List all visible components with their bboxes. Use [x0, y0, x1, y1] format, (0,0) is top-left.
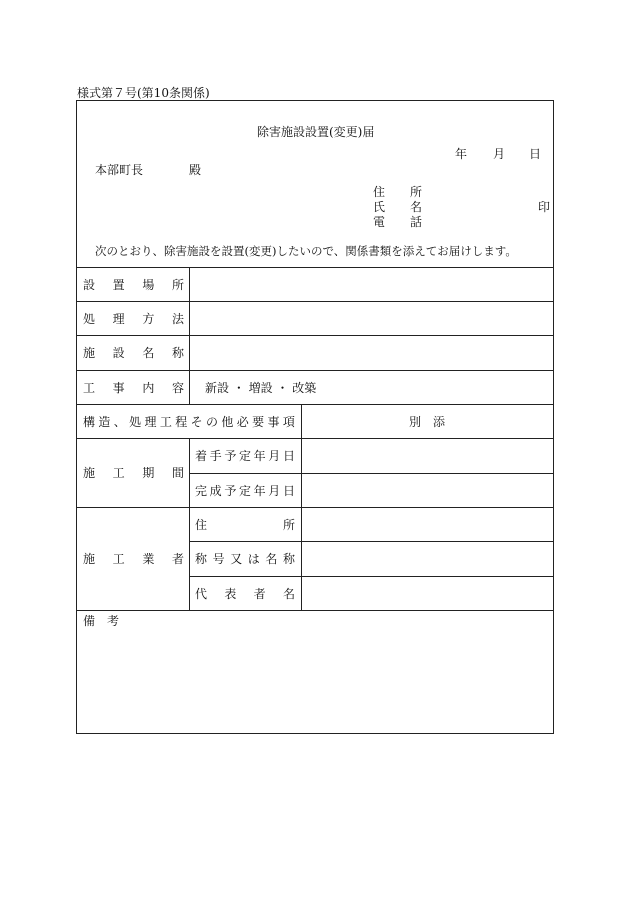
label-text: 称 号 又 は 名 称 — [195, 552, 295, 566]
structure-label — [83, 404, 295, 438]
contractor-name-field[interactable] — [302, 542, 553, 576]
method-label — [83, 301, 184, 335]
label-text: 住 所 — [195, 517, 295, 532]
remarks-label: 備考 — [83, 614, 132, 628]
label-text: 着 手 予 定 年 月 日 — [195, 449, 295, 463]
construction-content-label — [83, 370, 184, 404]
applicant-address-label-a: 住 — [373, 185, 386, 199]
start-date-label — [195, 438, 295, 473]
label-text: 完 成 予 定 年 月 日 — [195, 483, 295, 498]
honorific: 殿 — [189, 163, 202, 177]
start-date-field[interactable] — [302, 439, 553, 473]
facility-name-field[interactable] — [190, 336, 553, 370]
form-number: 様式第７号(第10条関係) — [77, 86, 210, 100]
seal-mark: 印 — [538, 200, 551, 214]
label-text: 工 事 内 容 — [83, 380, 184, 395]
contractor-address-field[interactable] — [302, 508, 553, 541]
facility-name-label — [83, 335, 184, 370]
remarks-field[interactable] — [78, 631, 553, 731]
label-text: 施 工 業 者 — [83, 552, 184, 566]
date-month-label: 月 — [493, 147, 506, 161]
structure-value — [301, 404, 553, 438]
form-frame — [76, 100, 554, 734]
label-text: 施 設 名 称 — [83, 346, 184, 360]
contractor-label — [83, 507, 184, 610]
date-year-label: 年 — [455, 147, 468, 161]
location-field[interactable] — [190, 268, 553, 301]
label-text: 設 置 場 所 — [83, 277, 184, 292]
label-text: 代 表 者 名 — [195, 586, 295, 601]
options-text: 新設 ・ 増設 ・ 改築 — [205, 380, 317, 395]
location-label — [83, 267, 184, 301]
label-text: 処 理 方 法 — [83, 311, 184, 326]
applicant-phone-label-b: 話 — [410, 215, 423, 229]
contractor-name-label — [195, 541, 295, 576]
table-rule — [77, 610, 553, 611]
representative-label — [195, 576, 295, 610]
applicant-name-label-a: 氏 — [373, 200, 386, 214]
construction-options[interactable] — [205, 370, 316, 404]
value-text: 別 添 — [408, 414, 445, 429]
contractor-address-label — [195, 507, 295, 541]
table-rule — [189, 438, 190, 610]
completion-date-label — [195, 473, 295, 507]
applicant-name-label-b: 名 — [410, 200, 423, 214]
completion-date-field[interactable] — [302, 474, 553, 507]
statement: 次のとおり、除害施設を設置(変更)したいので、関係書類を添えてお届けします。 — [95, 244, 517, 258]
form-title: 除害施設設置(変更)届 — [257, 125, 375, 139]
method-field[interactable] — [190, 302, 553, 335]
addressee: 本部町長 — [95, 163, 144, 177]
period-label — [83, 438, 184, 507]
applicant-phone-label-a: 電 — [373, 215, 386, 229]
representative-field[interactable] — [302, 577, 553, 610]
label-text: 施 工 期 間 — [83, 466, 184, 480]
date-day-label: 日 — [529, 147, 542, 161]
label-text: 構 造 、 処 理 工 程 そ の 他 必 要 事 項 — [83, 414, 295, 429]
applicant-address-label-b: 所 — [410, 185, 423, 199]
